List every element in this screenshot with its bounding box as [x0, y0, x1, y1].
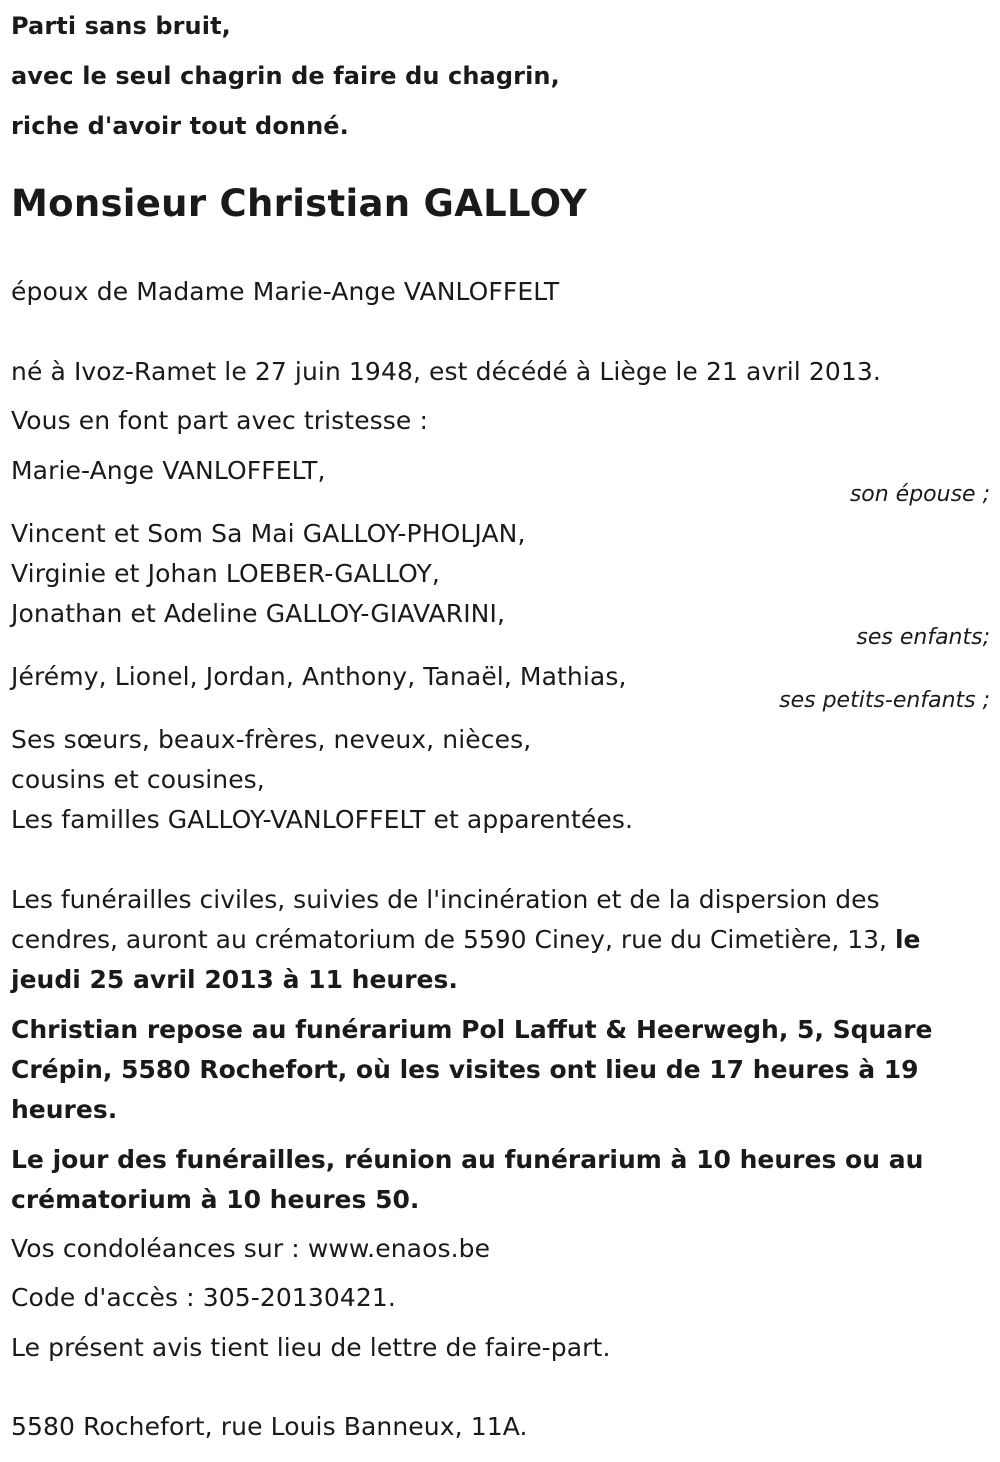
funeral-date: le jeudi 25 avril 2013 à 11 heures. — [11, 925, 921, 994]
meeting-paragraph: Le jour des funérailles, réunion au funérarium à 10 heures ou au crématorium à 10 heures 50. — [11, 1145, 924, 1214]
notice-line: Le présent avis tient lieu de lettre de faire-part. — [11, 1333, 611, 1362]
funeral-paragraph — [11, 880, 971, 1000]
address-line: 5580 Rochefort, rue Louis Banneux, 11A. — [11, 1412, 528, 1441]
spouse-line: époux de Madame Marie-Ange VANLOFFELT — [11, 277, 560, 306]
birth-death-line: né à Ivoz-Ramet le 27 juin 1948, est décédé à Liège le 21 avril 2013. — [11, 357, 881, 386]
children-relation: ses enfants; — [856, 625, 990, 650]
poem-line-1: Parti sans bruit, — [11, 12, 231, 40]
announcement-line: Vous en font part avec tristesse : — [11, 406, 428, 435]
child-line-3: Jonathan et Adeline GALLOY-GIAVARINI, — [11, 599, 506, 628]
rest-paragraph: Christian repose au funérarium Pol Laffut & Heerwegh, 5, Square Crépin, 5580 Rochefort, où les visites ont lieu de 17 heures à 19 heures. — [11, 1015, 933, 1124]
family-line-1: Ses sœurs, beaux-frères, neveux, nièces, — [11, 725, 532, 754]
poem-line-2: avec le seul chagrin de faire du chagrin, — [11, 62, 560, 90]
family-line-3: Les familles GALLOY-VANLOFFELT et apparentées. — [11, 805, 633, 834]
grandchildren-relation: ses petits-enfants ; — [779, 688, 990, 713]
access-code-line: Code d'accès : 305-20130421. — [11, 1283, 396, 1312]
child-line-1: Vincent et Som Sa Mai GALLOY-PHOLJAN, — [11, 519, 526, 548]
deceased-name: Monsieur Christian GALLOY — [11, 182, 588, 225]
funeral-text: Les funérailles civiles, suivies de l'incinération et de la dispersion des cendres, auront au crématorium de 5590 Ciney, rue du Cimetière, 13, — [11, 885, 887, 954]
poem-line-3: riche d'avoir tout donné. — [11, 112, 349, 140]
family-line-2: cousins et cousines, — [11, 765, 265, 794]
condolences-line: Vos condoléances sur : www.enaos.be — [11, 1234, 491, 1263]
grandchildren-names: Jérémy, Lionel, Jordan, Anthony, Tanaël, Mathias, — [11, 662, 627, 691]
wife-name: Marie-Ange VANLOFFELT, — [11, 456, 326, 485]
wife-relation: son épouse ; — [849, 482, 990, 507]
child-line-2: Virginie et Johan LOEBER-GALLOY, — [11, 559, 440, 588]
